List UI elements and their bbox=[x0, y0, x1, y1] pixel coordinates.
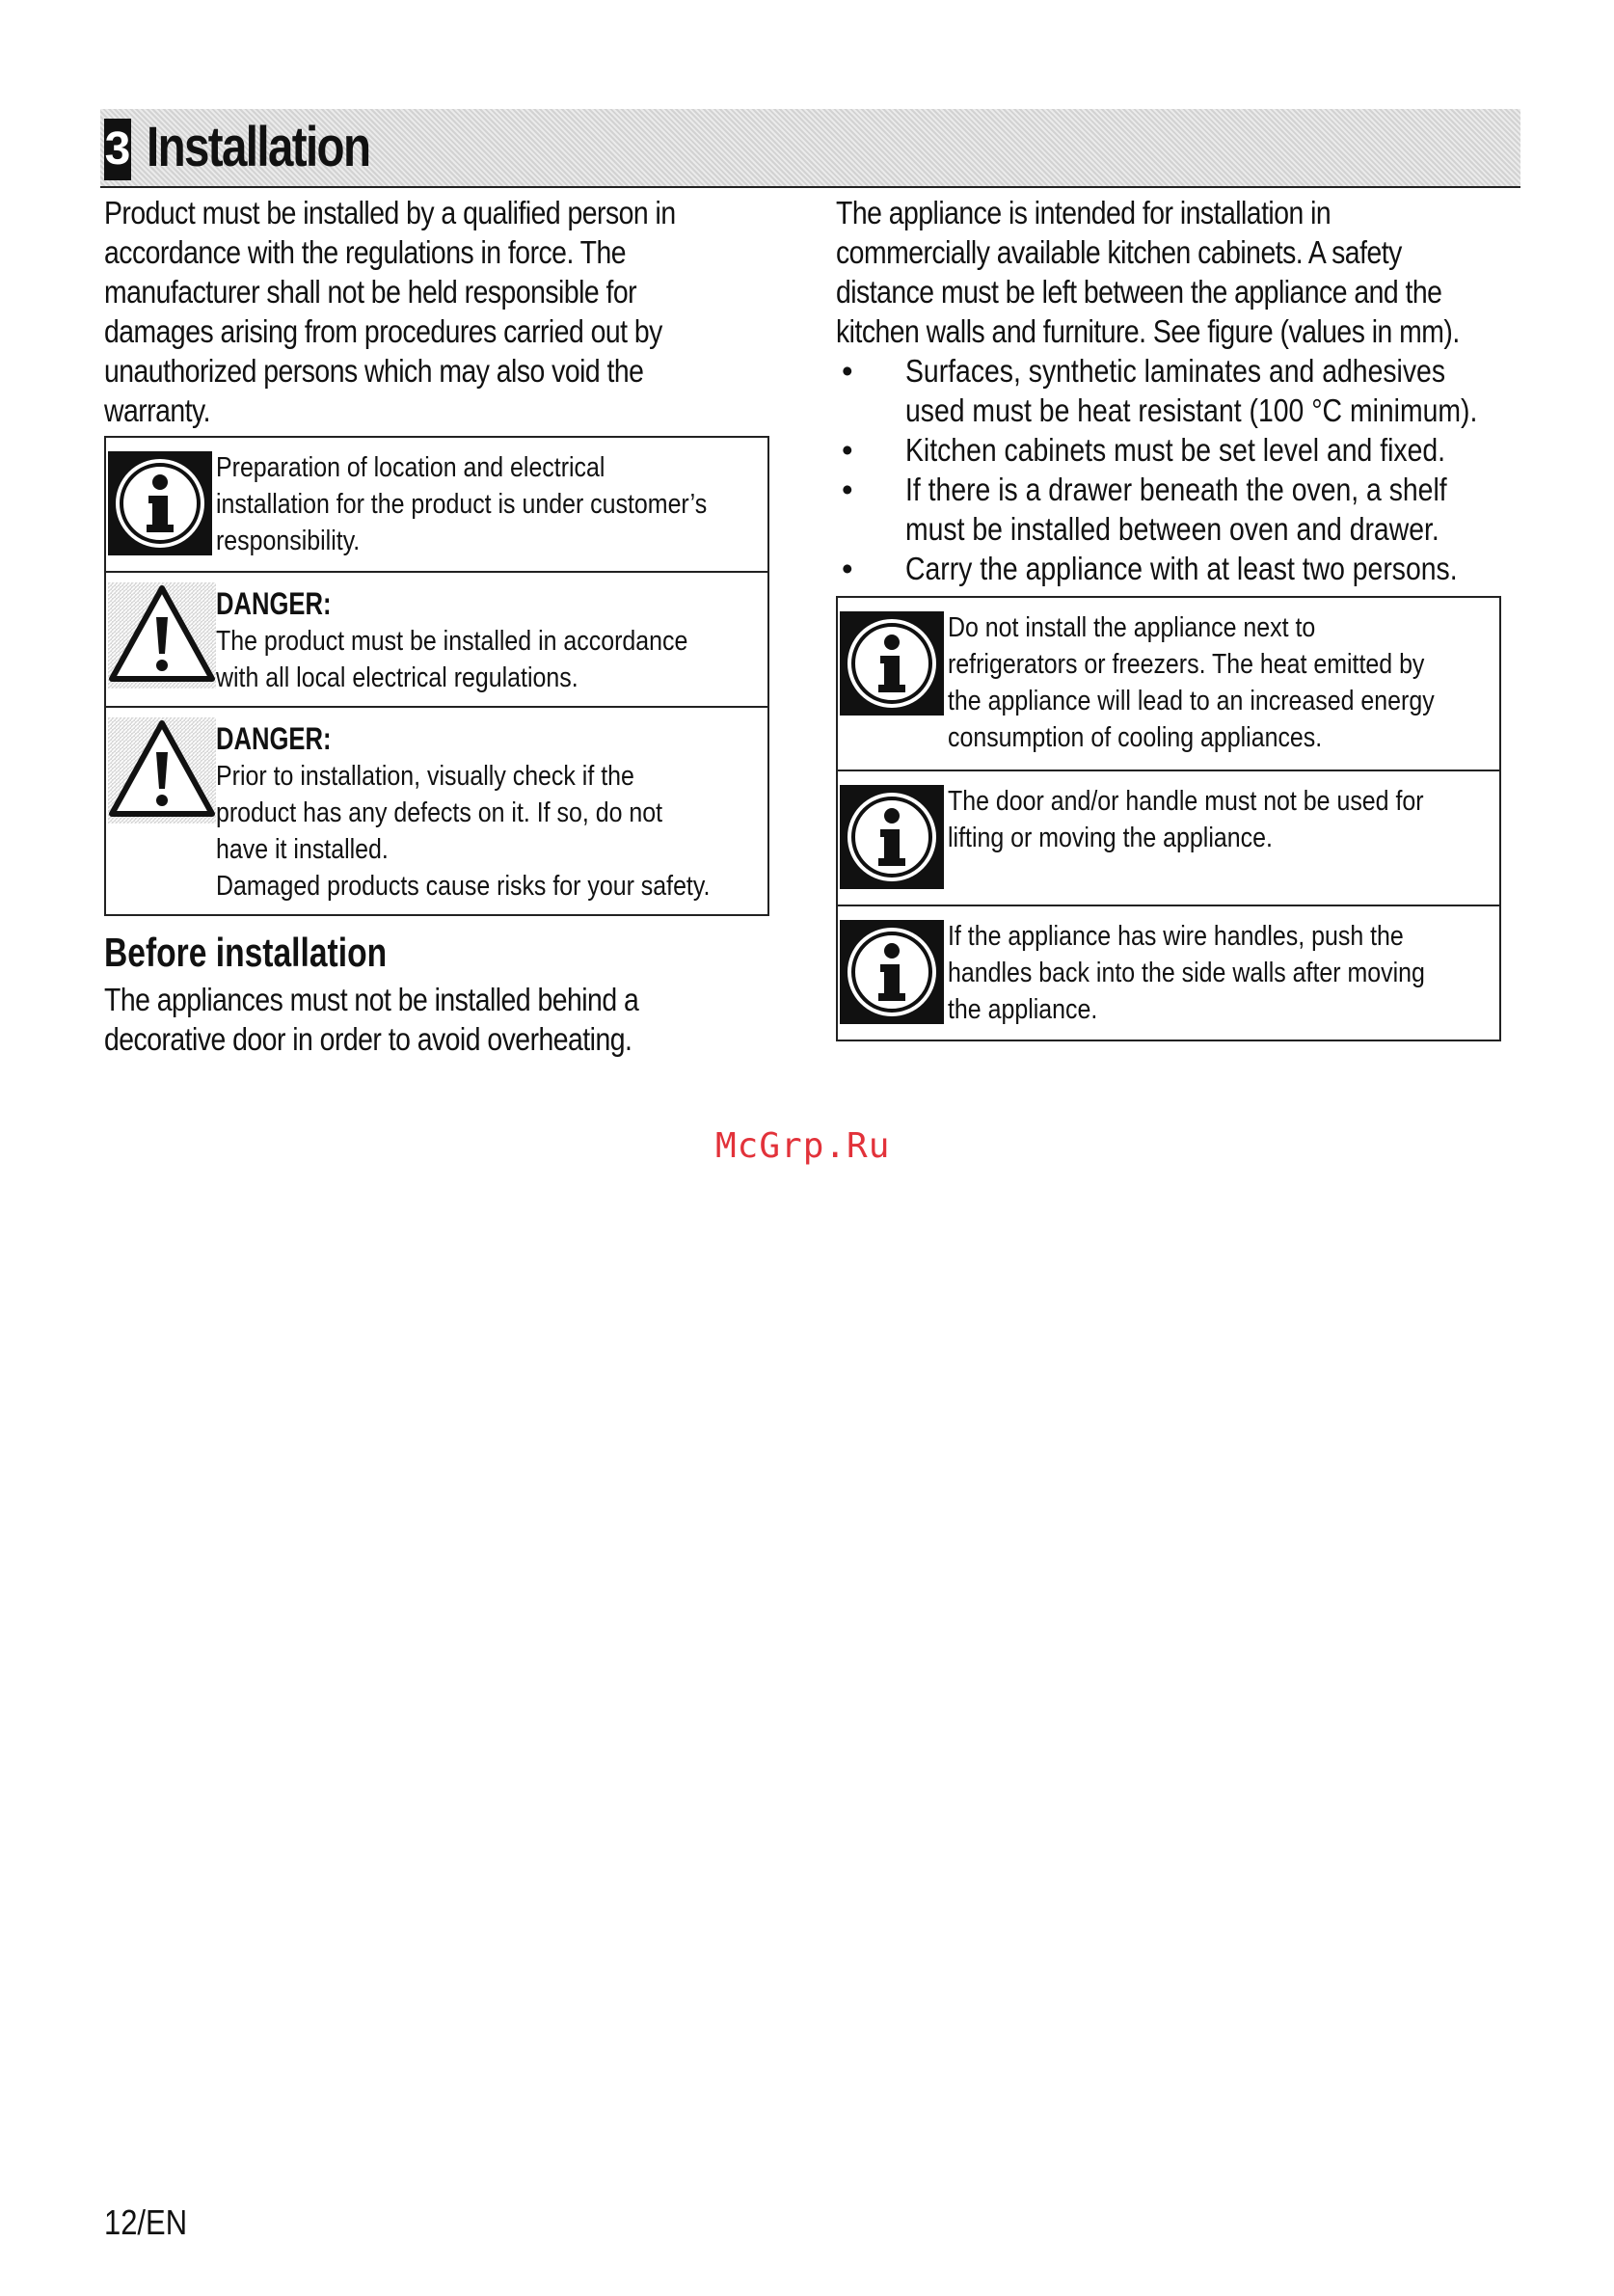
info-icon bbox=[840, 920, 944, 1024]
right-column bbox=[836, 193, 1511, 1041]
danger-title: DANGER: bbox=[216, 721, 332, 756]
watermark: McGrp.Ru bbox=[715, 1126, 891, 1166]
info-icon bbox=[840, 785, 944, 889]
list-item: • Surfaces, synthetic laminates and adhesives used must be heat resistant (100 °C minimum). bbox=[842, 353, 1478, 428]
chapter-title: Installation bbox=[147, 116, 370, 178]
info-note-box: Do not install the appliance next to refrigerators or freezers. The heat emitted by the appliance will lead to an increased energy consumption of cooling appliances. bbox=[838, 598, 1499, 771]
warning-triangle-icon bbox=[108, 717, 216, 824]
danger-box-defects: DANGER: Prior to installation, visually check if the product has any defects on it. If so, do not have it installed. Damaged products cause risks for your safety. bbox=[106, 708, 767, 914]
page-number: 12/EN bbox=[104, 2202, 188, 2242]
before-installation-heading: Before installation bbox=[104, 930, 388, 975]
left-column bbox=[104, 193, 769, 1059]
list-item: • Kitchen cabinets must be set level and fixed. bbox=[842, 432, 1446, 468]
list-item: • Carry the appliance with at least two persons. bbox=[842, 551, 1458, 586]
info-note-box: The door and/or handle must not be used for lifting or moving the appliance. bbox=[838, 771, 1499, 906]
chapter-header bbox=[100, 109, 1520, 188]
intro-paragraph: Product must be installed by a qualified person in accordance with the regulations in force. The manufacturer shall not be held responsible for damages arising from procedures carried out by unauthorized persons which may also void the warranty. bbox=[104, 195, 676, 428]
before-installation-text: The appliances must not be installed behind a decorative door in order to avoid overheating. bbox=[104, 982, 639, 1057]
requirements-list bbox=[836, 351, 1511, 588]
danger-box-electrical: DANGER: The product must be installed in accordance with all local electrical regulations. bbox=[106, 573, 767, 708]
info-icon bbox=[840, 611, 944, 716]
right-notice-boxes bbox=[836, 596, 1501, 1041]
info-icon bbox=[108, 451, 212, 555]
info-note-box: Preparation of location and electrical installation for the product is under customer’s responsibility. bbox=[106, 438, 767, 573]
right-intro-paragraph: The appliance is intended for installation in commercially available kitchen cabinets. A safety distance must be left between the appliance and the kitchen walls and furniture. See figure (values in mm). bbox=[836, 195, 1460, 349]
danger-title: DANGER: bbox=[216, 586, 332, 621]
chapter-number: 3 bbox=[104, 119, 131, 180]
left-notice-boxes bbox=[104, 436, 769, 916]
info-note-box: If the appliance has wire handles, push the handles back into the side walls after moving the appliance. bbox=[838, 906, 1499, 1040]
warning-triangle-icon bbox=[108, 582, 216, 689]
list-item: • If there is a drawer beneath the oven, a shelf must be installed between oven and drawer. bbox=[842, 472, 1447, 547]
